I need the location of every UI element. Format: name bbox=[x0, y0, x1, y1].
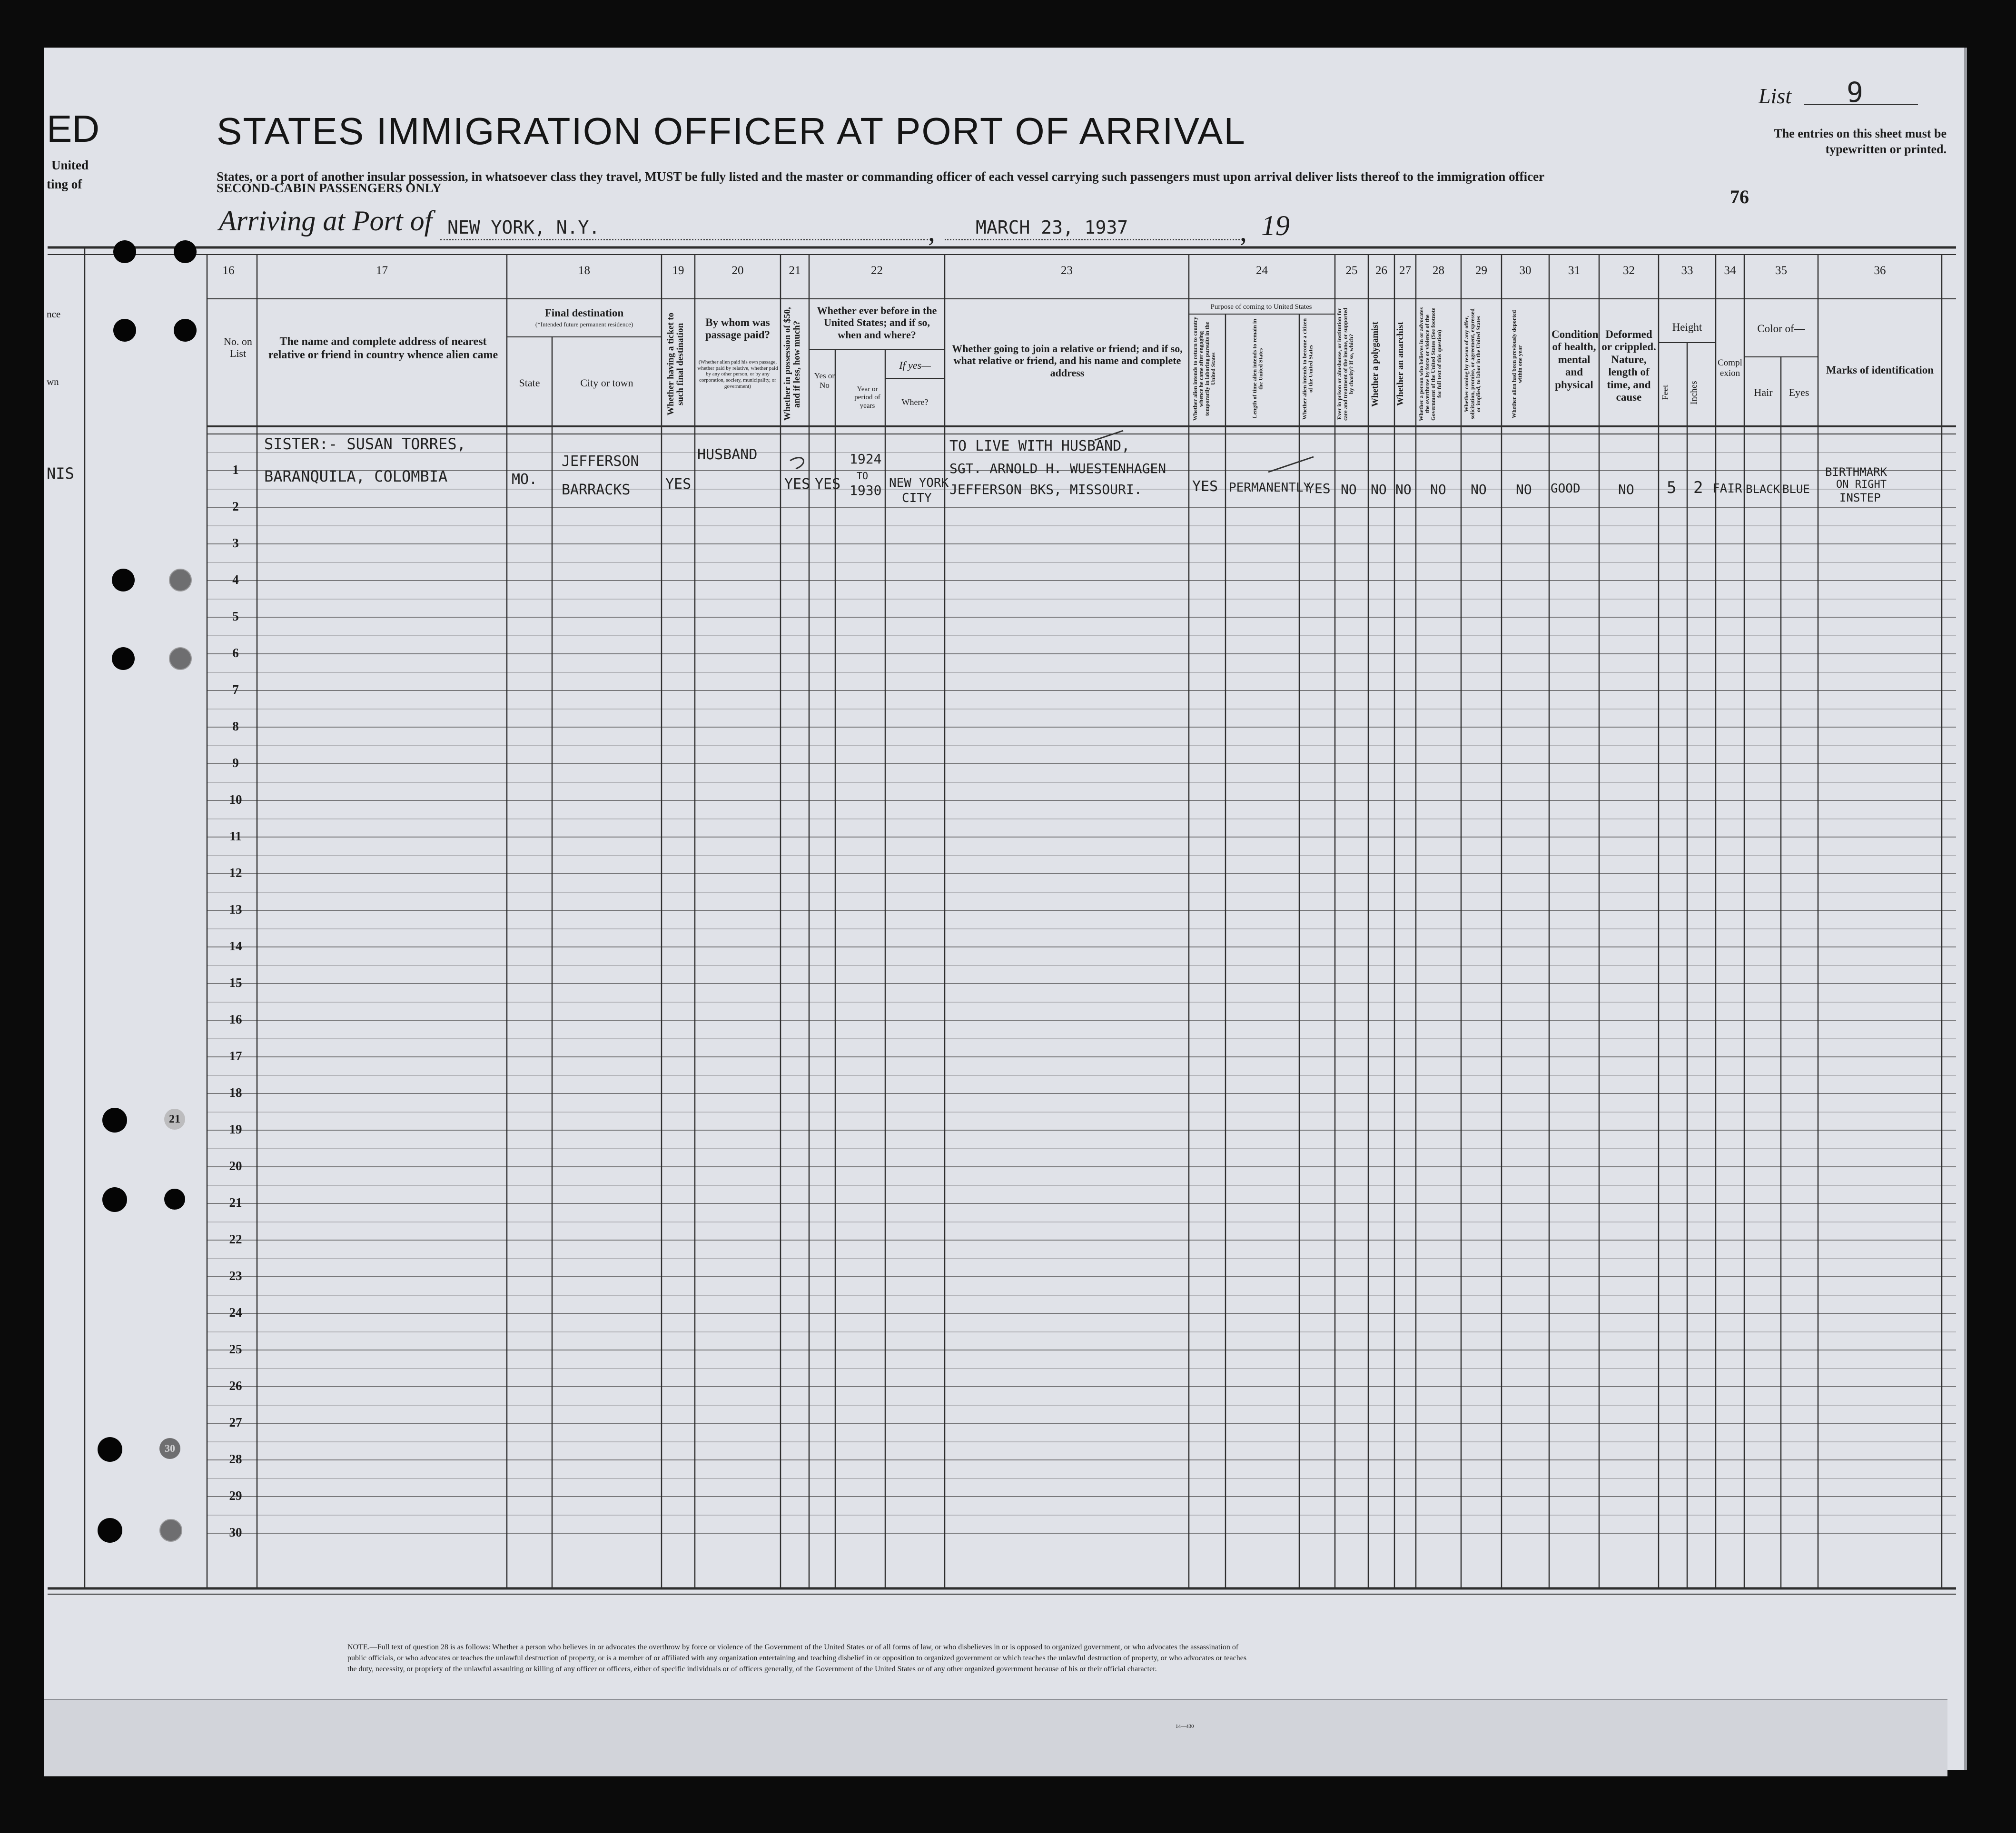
previous-visit-place: CITY bbox=[902, 491, 932, 505]
column-subheader: (*Intended future permanent residence) bbox=[535, 321, 633, 328]
column-number: 35 bbox=[1775, 264, 1787, 277]
previous-visit-answer: YES bbox=[815, 476, 841, 493]
column-number: 25 bbox=[1345, 264, 1358, 277]
column-number: 17 bbox=[376, 264, 388, 277]
binder-hole bbox=[169, 647, 192, 670]
column-header: Color of— bbox=[1757, 323, 1805, 335]
row-number: 21 bbox=[229, 1195, 242, 1210]
column-header: Whether a person who believes in or advocates the overthrow by force or violence of the Government of the United States (See footnote for full text of this question) bbox=[1418, 307, 1443, 421]
column-subheader: Whether alien intends to become a citizen of the United States bbox=[1301, 318, 1314, 420]
ticket-answer: YES bbox=[665, 476, 692, 493]
binder-hole bbox=[112, 647, 135, 670]
row-number: 28 bbox=[229, 1452, 242, 1466]
left-edge-fragment: nce bbox=[47, 308, 61, 320]
column-number: 31 bbox=[1568, 264, 1580, 277]
destination-city: BARRACKS bbox=[562, 482, 631, 498]
relative-address: SISTER:- SUSAN TORRES, bbox=[264, 435, 466, 453]
column-number: 23 bbox=[1061, 264, 1073, 277]
relative-address: BARANQUILA, COLOMBIA bbox=[264, 467, 448, 485]
row-number: 7 bbox=[232, 682, 239, 697]
binder-hole bbox=[174, 240, 197, 263]
row-number: 3 bbox=[232, 536, 239, 550]
row-number: 4 bbox=[232, 572, 239, 587]
health-condition: GOOD bbox=[1551, 482, 1581, 496]
binder-hole bbox=[169, 569, 192, 591]
joining-relative: SGT. ARNOLD H. WUESTENHAGEN bbox=[949, 461, 1166, 476]
binder-hole bbox=[98, 1518, 122, 1543]
column-header: Whether an anarchist bbox=[1395, 322, 1405, 406]
column-header: Whether coming by reason of any offer, solicitation, promise, or agreement, expressed or implied, to labor in the United States bbox=[1463, 308, 1482, 420]
destination-city: JEFFERSON bbox=[562, 453, 639, 470]
purpose-return: YES bbox=[1192, 478, 1218, 495]
row-number: 24 bbox=[229, 1305, 242, 1320]
column-number: 26 bbox=[1375, 264, 1387, 277]
column-subheader: Length of time alien intends to remain in the United States bbox=[1251, 319, 1264, 419]
row-number: 29 bbox=[229, 1488, 242, 1503]
deformed-answer: NO bbox=[1618, 482, 1634, 497]
column-header: Marks of identification bbox=[1826, 364, 1934, 376]
eye-color: BLUE bbox=[1782, 483, 1810, 496]
left-edge-fragment: United bbox=[51, 158, 89, 172]
page-stamp: 21 bbox=[164, 1109, 185, 1130]
row-number: 20 bbox=[229, 1159, 242, 1173]
column-subheader: Eyes bbox=[1789, 386, 1809, 398]
column-header: Whether ever before in the United States; and if so, when and where? bbox=[817, 305, 937, 341]
column-header: Height bbox=[1672, 321, 1702, 333]
row-number: 22 bbox=[229, 1232, 242, 1246]
hair-color: BLACK bbox=[1746, 483, 1780, 496]
purpose-length: PERMANENTLY bbox=[1229, 481, 1311, 495]
passage-paid-by: HUSBAND bbox=[697, 446, 758, 463]
row-number: 30 bbox=[229, 1525, 242, 1539]
list-label: List bbox=[1759, 84, 1792, 108]
purpose-citizen: YES bbox=[1306, 481, 1331, 496]
previous-visit-years: TO bbox=[857, 470, 869, 482]
binder-hole bbox=[112, 569, 135, 591]
column-header: Condition of health, mental and physical bbox=[1552, 328, 1599, 391]
row-number: 11 bbox=[229, 829, 242, 843]
row-number: 18 bbox=[229, 1085, 242, 1100]
comma-separator: , bbox=[1240, 216, 1247, 247]
joining-relative: TO LIVE WITH HUSBAND, bbox=[949, 438, 1130, 454]
page-title: STATES IMMIGRATION OFFICER AT PORT OF ARRIVAL bbox=[217, 110, 1246, 152]
passenger-class: SECOND-CABIN PASSENGERS ONLY bbox=[217, 181, 442, 195]
column-number: 34 bbox=[1724, 264, 1736, 277]
column-subheader: Feet bbox=[1660, 384, 1670, 401]
previous-visit-years: 1924 bbox=[850, 451, 882, 467]
left-edge-fragment: NIS bbox=[47, 464, 74, 483]
column-header: Whether alien had been previously deported within one year bbox=[1511, 310, 1523, 418]
binder-hole bbox=[113, 240, 136, 263]
column-number: 18 bbox=[578, 264, 590, 277]
binder-hole bbox=[159, 1519, 182, 1542]
prison-answer: NO bbox=[1341, 482, 1357, 497]
previous-visit-years: 1930 bbox=[850, 483, 882, 498]
column-subheader: Yes or No bbox=[814, 371, 835, 390]
year-prefix: 19 bbox=[1261, 210, 1290, 241]
column-number: 20 bbox=[731, 264, 744, 277]
polygamist-answer: NO bbox=[1371, 482, 1387, 497]
column-header: Whether having a ticket to such final destination bbox=[666, 312, 685, 416]
column-number: 33 bbox=[1681, 264, 1693, 277]
binder-hole bbox=[102, 1108, 127, 1133]
row-number: 19 bbox=[229, 1122, 242, 1136]
column-header: The name and complete address of nearest relative or friend in country whence alien came bbox=[268, 335, 498, 361]
row-number: 15 bbox=[229, 976, 242, 990]
deported-answer: NO bbox=[1516, 482, 1532, 497]
column-header: Whether in possession of $50, and if less, how much? bbox=[782, 307, 802, 421]
row-number: 27 bbox=[229, 1415, 242, 1429]
column-subheader: Hair bbox=[1754, 386, 1773, 398]
row-number: 1 bbox=[232, 463, 239, 477]
row-number: 16 bbox=[229, 1012, 242, 1026]
column-number: 32 bbox=[1623, 264, 1635, 277]
identification-marks: ON RIGHT bbox=[1836, 479, 1887, 491]
anarchist-answer: NO bbox=[1395, 482, 1412, 497]
column-header: By whom was passage paid? bbox=[705, 316, 771, 341]
column-number: 16 bbox=[222, 264, 235, 277]
row-number: 25 bbox=[229, 1342, 242, 1356]
column-number: 22 bbox=[871, 264, 883, 277]
arrival-date: MARCH 23, 1937 bbox=[976, 217, 1128, 238]
binder-hole bbox=[113, 319, 136, 342]
row-number: 6 bbox=[232, 646, 239, 660]
column-header: Purpose of coming to United States bbox=[1210, 303, 1312, 311]
complexion-value: FAIR bbox=[1712, 482, 1742, 496]
binder-hole bbox=[164, 1189, 185, 1210]
column-header: Whether going to join a relative or friend; and if so, what relative or friend, and his name and complete address bbox=[952, 343, 1183, 379]
labor-offer-answer: NO bbox=[1471, 482, 1487, 497]
row-number: 14 bbox=[229, 939, 242, 953]
joining-relative: JEFFERSON BKS, MISSOURI. bbox=[949, 482, 1142, 497]
port-of-arrival: NEW YORK, N.Y. bbox=[447, 217, 600, 238]
height-inches: 2 bbox=[1693, 478, 1703, 497]
column-subheader: (Whether alien paid his own passage, whether paid by relative, whether paid by any other person, or by any corporation, society, municipality, or government) bbox=[697, 359, 778, 389]
binder-hole bbox=[98, 1437, 122, 1462]
comma-separator: , bbox=[928, 216, 935, 247]
previous-visit-place: NEW YORK bbox=[889, 476, 949, 490]
column-header: Complexion bbox=[1718, 358, 1742, 378]
left-edge-fragment: ting of bbox=[47, 177, 82, 191]
header-instructions: States, or a port of another insular possession, in whatsoever class they travel, MUST be fully listed and the master or commanding officer of each vessel carrying such passengers must upon arrival deliver lists thereof to the immigration officer bbox=[217, 169, 1545, 184]
row-number: 26 bbox=[229, 1379, 242, 1393]
arriving-label: Arriving at Port of bbox=[219, 205, 433, 237]
column-header: City or town bbox=[580, 377, 633, 389]
row-number: 5 bbox=[232, 609, 239, 623]
column-header: State bbox=[519, 377, 540, 389]
row-number: 13 bbox=[229, 902, 242, 916]
column-header: Deformed or crippled. Nature, length of time, and cause bbox=[1601, 328, 1656, 404]
overthrow-answer: NO bbox=[1430, 482, 1446, 497]
column-number: 21 bbox=[789, 264, 801, 277]
row-number: 2 bbox=[232, 499, 239, 513]
destination-state: MO. bbox=[512, 471, 538, 488]
left-edge-fragment: wn bbox=[47, 376, 59, 387]
form-number: 14—430 bbox=[1176, 1724, 1194, 1729]
possession-answer: YES bbox=[784, 476, 810, 493]
footnote: NOTE.—Full text of question 28 is as follows: Whether a person who believes in or advocates the overthrow by force or violence of the Government of the United States or of all forms of law, or who disbelieves in or is opposed to organized government, or who advocates the assassination of public officials, or who advocates or teaches the unlawful destruction of property, or is a member of or affiliated with any organization entertaining and teaching disbelief in or opposition to organized government or which teaches the unlawful destruction of property, or who advocates or teaches the duty, necessity, or propriety of the unlawful assaulting or killing of any officer or officers, either of specific individuals or of officers generally, of the Government of the United States or of any other organized government because of his or their official character. bbox=[347, 1643, 1247, 1674]
column-number: 28 bbox=[1433, 264, 1444, 277]
column-subheader: If yes— bbox=[899, 359, 931, 371]
row-number: 17 bbox=[229, 1049, 242, 1063]
row-number: 10 bbox=[229, 792, 242, 807]
column-subheader: Inches bbox=[1689, 381, 1699, 404]
column-number: 27 bbox=[1399, 264, 1411, 277]
column-number: 36 bbox=[1874, 264, 1886, 277]
column-header: Ever in prison or almshouse, or institution for care and treatment of the insane, or supported by charity? If so, which? bbox=[1336, 307, 1355, 421]
height-feet: 5 bbox=[1667, 478, 1677, 497]
typewritten-instruction: The entries on this sheet must be typewritten or printed. bbox=[1774, 127, 1947, 156]
identification-marks: BIRTHMARK bbox=[1825, 465, 1888, 479]
left-edge-fragment: ED bbox=[47, 108, 100, 150]
page-stamp: 30 bbox=[159, 1438, 180, 1459]
column-header: Whether a polygamist bbox=[1370, 321, 1380, 407]
identification-marks: INSTEP bbox=[1839, 491, 1881, 504]
list-number: 9 bbox=[1847, 76, 1863, 108]
column-header: No. on List bbox=[224, 335, 252, 360]
row-number: 9 bbox=[232, 756, 239, 770]
binder-hole bbox=[174, 319, 197, 342]
row-number: 12 bbox=[229, 866, 242, 880]
column-number: 30 bbox=[1519, 264, 1532, 277]
column-number: 24 bbox=[1256, 264, 1268, 277]
sheet-number: 76 bbox=[1730, 186, 1749, 207]
binder-hole bbox=[102, 1187, 127, 1212]
column-subheader: Year or period of years bbox=[854, 385, 880, 410]
column-subheader: Where? bbox=[901, 397, 929, 407]
column-number: 29 bbox=[1475, 264, 1487, 277]
column-number: 19 bbox=[672, 264, 684, 277]
column-header: Final destination bbox=[544, 307, 624, 319]
row-number: 23 bbox=[229, 1269, 242, 1283]
column-subheader: Whether alien intends to return to country whence he came after engaging temporarily in laboring pursuits in the United States bbox=[1192, 316, 1216, 421]
row-number: 8 bbox=[232, 719, 239, 733]
